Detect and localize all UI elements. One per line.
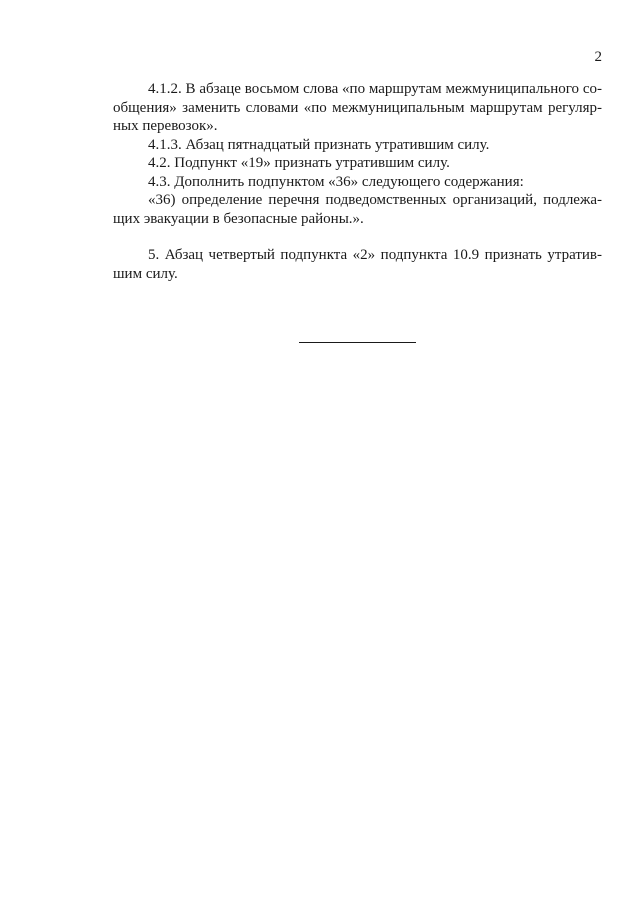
paragraph-4-1-3	[113, 136, 602, 155]
text-line: 5. Абзац четвертый подпункта «2» подпункта 10.9 признать утратив-	[148, 247, 602, 263]
paragraph-quoted-36	[113, 191, 602, 228]
text-line: 4.3. Дополнить подпунктом «36» следующего содержания:	[148, 173, 524, 190]
paragraph-4-2	[113, 154, 602, 173]
text-line: шим силу.	[113, 265, 178, 282]
paragraph-4-1-2	[113, 80, 602, 136]
text-line: «36) определение перечня подведомственных организаций, подлежа-	[148, 192, 602, 208]
text-line: 4.1.2. В абзаце восьмом слова «по маршрутам межмуниципального со-	[148, 81, 602, 97]
page-number: 2	[594, 49, 602, 65]
text-line: 4.2. Подпункт «19» признать утратившим силу.	[148, 155, 450, 171]
paragraph-4-3	[113, 173, 602, 192]
text-line: щих эвакуации в безопасные районы.».	[113, 210, 364, 227]
paragraph-gap	[113, 228, 602, 246]
text-line: 4.1.3. Абзац пятнадцатый признать утратившим силу.	[148, 136, 490, 153]
document-body	[113, 80, 602, 283]
separator-line	[299, 342, 416, 343]
paragraph-5	[113, 246, 602, 283]
text-line: общения» заменить словами «по межмуниципальным маршрутам регуляр-	[113, 99, 602, 116]
text-line: ных перевозок».	[113, 118, 218, 134]
